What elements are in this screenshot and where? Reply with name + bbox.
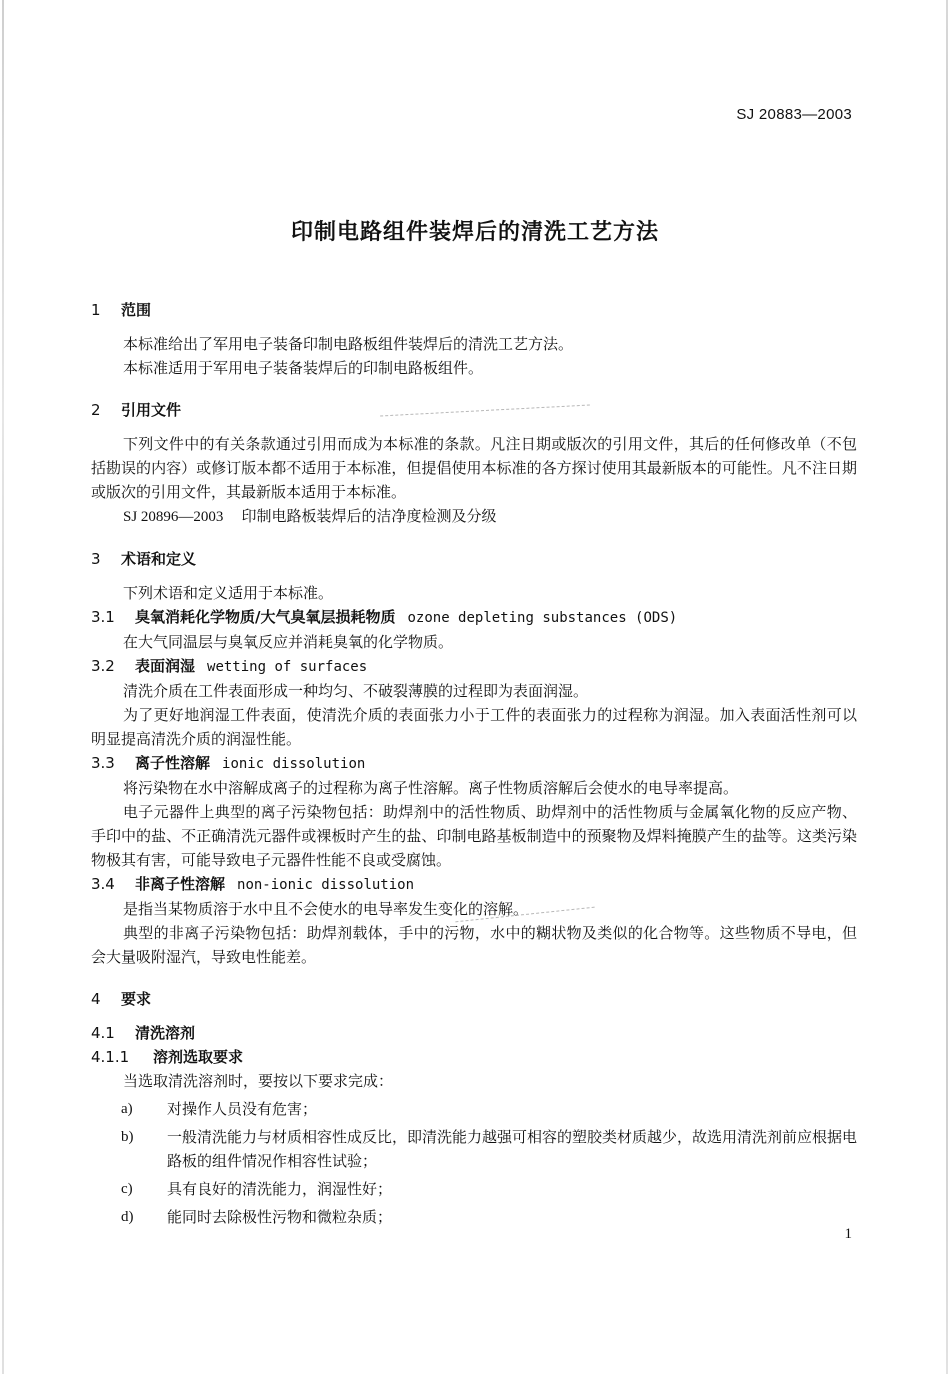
term-heading-non-ionic: [91, 872, 857, 897]
section-title: 要求: [121, 990, 152, 1008]
paragraph: 将污染物在水中溶解成离子的过程称为离子性溶解。离子性物质溶解后会使水的电导率提高。: [123, 779, 739, 797]
section-heading-requirements: [91, 987, 857, 1011]
section-title: 术语和定义: [121, 550, 197, 568]
list-text: 具有良好的清洗能力，润湿性好；: [167, 1180, 393, 1198]
subsection-title: 溶剂选取要求: [153, 1048, 244, 1066]
term-heading-wetting: [91, 654, 857, 679]
list-marker: a): [121, 1101, 133, 1117]
term-heading-ods: [91, 605, 857, 630]
term-chinese: 表面润湿: [135, 657, 196, 675]
paragraph: 下列文件中的有关条款通过引用而成为本标准的条款。凡注日期或版次的引用文件，其后的任何修改单（不包括勘误的内容）或修订版本都不适用于本标准，但提倡使用本标准的各方探讨使用其最新版本的可能性。凡不注日期或版次的引用文件，其最新版本适用于本标准。: [91, 435, 857, 501]
page-title: 印制电路组件装焊后的清洗工艺方法: [290, 220, 659, 245]
standard-number: SJ 20883—2003: [736, 106, 852, 123]
paragraph: 在大气同温层与臭氧反应并消耗臭氧的化学物质。: [123, 633, 454, 651]
scan-edge-left: [2, 0, 4, 1374]
paragraph: 是指当某物质溶于水中且不会使水的电导率发生变化的溶解。: [123, 900, 529, 918]
section-title: 引用文件: [121, 401, 182, 419]
reference-title: 印制电路板装焊后的洁净度检测及分级: [241, 507, 497, 525]
subsection-number: 4.1: [91, 1024, 115, 1042]
term-english: ozone depleting substances (ODS): [407, 610, 678, 626]
section-heading-terms: [91, 547, 857, 571]
section-title: 范围: [121, 301, 152, 319]
subsection-heading-solvent-selection: [91, 1045, 857, 1069]
term-number: 3.3: [91, 754, 115, 772]
paragraph: 典型的非离子污染物包括：助焊剂载体，手中的污物，水中的糊状物及类似的化合物等。这些物质不导电，但会大量吸附湿汽，导致电性能差。: [91, 924, 857, 966]
term-number: 3.4: [91, 875, 115, 893]
reference-entry: [91, 504, 857, 529]
reference-code: SJ 20896—2003: [123, 509, 224, 525]
paragraph: 为了更好地润湿工件表面，使清洗介质的表面张力小于工件的表面张力的过程称为润湿。加入表面活性剂可以明显提高清洗介质的润湿性能。: [91, 706, 857, 748]
term-english: wetting of surfaces: [207, 659, 368, 675]
term-heading-ionic: [91, 751, 857, 776]
section-number: 1: [91, 301, 101, 319]
term-number: 3.1: [91, 608, 115, 626]
list-text: 一般清洗能力与材质相容性成反比，即清洗能力越强可相容的塑胶类材质越少，故选用清洗剂前应根据电路板的组件情况作相容性试验；: [167, 1128, 858, 1170]
term-english: ionic dissolution: [222, 756, 366, 772]
term-chinese: 非离子性溶解: [135, 875, 226, 893]
term-english: non-ionic dissolution: [237, 877, 415, 893]
subsection-number: 4.1.1: [91, 1048, 130, 1066]
term-chinese: 离子性溶解: [135, 754, 211, 772]
section-number: 3: [91, 550, 101, 568]
list-marker: c): [121, 1181, 133, 1197]
term-chinese: 臭氧消耗化学物质/大气臭氧层损耗物质: [135, 608, 396, 626]
document-body: [91, 298, 857, 1229]
paragraph: 下列术语和定义适用于本标准。: [123, 584, 334, 602]
page-number: 1: [844, 1226, 852, 1242]
paragraph: 本标准给出了军用电子装备印制电路板组件装焊后的清洗工艺方法。: [123, 335, 574, 353]
section-heading-scope: [91, 298, 857, 322]
paragraph: 当选取清洗溶剂时，要按以下要求完成：: [123, 1072, 394, 1090]
section-number: 2: [91, 401, 101, 419]
term-number: 3.2: [91, 657, 115, 675]
list-text: 对操作人员没有危害；: [167, 1100, 318, 1118]
list-marker: d): [121, 1209, 134, 1225]
list-item: [91, 1125, 857, 1173]
scan-edge-right: [946, 0, 948, 1374]
list-item: [91, 1097, 857, 1121]
section-number: 4: [91, 990, 101, 1008]
list-item: [91, 1177, 857, 1201]
paragraph: 电子元器件上典型的离子污染物包括：助焊剂中的活性物质、助焊剂中的活性物质与金属氧化物的反应产物、手印中的盐、不正确清洗元器件或裸板时产生的盐、印制电路基板制造中的预聚物及焊料掩膜产生的盐等。这类污染物极其有害，可能导致电子元器件性能不良或受腐蚀。: [91, 803, 857, 869]
subsection-title: 清洗溶剂: [135, 1024, 196, 1042]
subsection-heading-cleaning-solvent: [91, 1021, 857, 1045]
list-item: [91, 1205, 857, 1229]
list-text: 能同时去除极性污物和微粒杂质；: [167, 1208, 393, 1226]
paragraph: 清洗介质在工件表面形成一种均匀、不破裂薄膜的过程即为表面润湿。: [123, 682, 589, 700]
paragraph: 本标准适用于军用电子装备装焊后的印制电路板组件。: [123, 359, 484, 377]
list-marker: b): [121, 1129, 134, 1145]
